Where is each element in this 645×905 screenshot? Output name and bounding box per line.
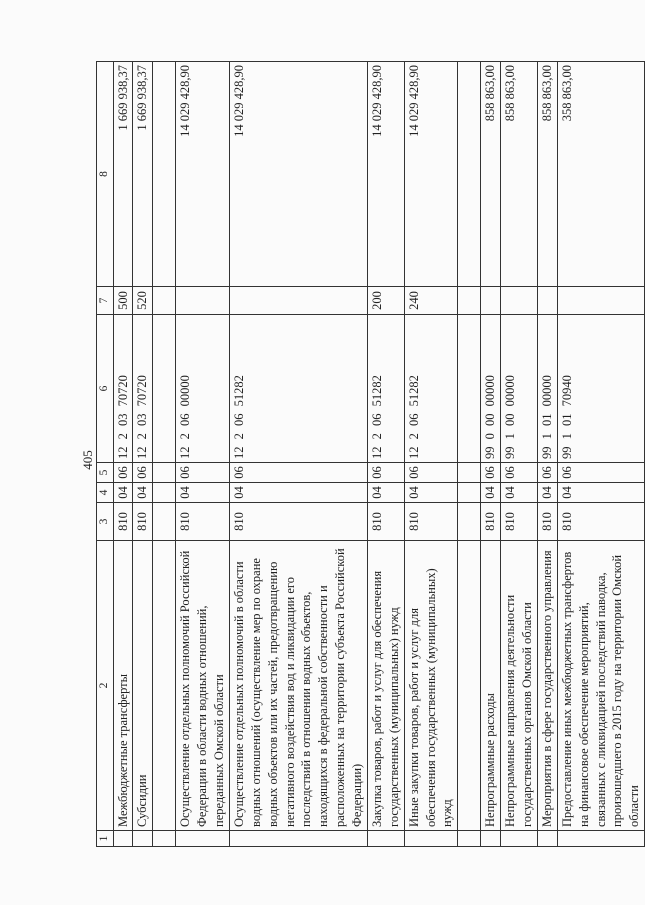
amount-cell: 858 863,00: [501, 62, 538, 287]
row-marker-cell: [229, 831, 367, 847]
amount-cell: 358 863,00: [557, 62, 644, 287]
header-cell: 2: [97, 541, 114, 831]
section-code-cell: 04: [537, 483, 557, 503]
amount-cell: 858 863,00: [481, 62, 501, 287]
empty-cell: [153, 463, 176, 483]
empty-cell: [153, 287, 176, 315]
table-row: [113, 62, 133, 847]
row-marker-cell: [113, 831, 133, 847]
table-row: [501, 62, 538, 847]
item-name-cell: Субсидии: [133, 541, 153, 831]
section-code-cell: 04: [481, 483, 501, 503]
row-marker-cell: [557, 831, 644, 847]
item-name-cell: Иные закупки товаров, работ и услуг для обеспечения государственных (муниципальных) нужд: [404, 541, 458, 831]
section-code-cell: 04: [229, 483, 367, 503]
subsection-code-cell: 06: [557, 463, 644, 483]
section-code-cell: 04: [176, 483, 230, 503]
expense-type-cell: 200: [367, 287, 404, 315]
amount-cell: 14 029 428,90: [229, 62, 367, 287]
item-name-cell: Непрограммные расходы: [481, 541, 501, 831]
table-row: [557, 62, 644, 847]
expense-type-cell: [501, 287, 538, 315]
table-row: [481, 62, 501, 847]
empty-cell: [153, 483, 176, 503]
page-number: 405: [79, 450, 95, 470]
subsection-code-cell: 06: [229, 463, 367, 483]
row-marker-cell: [367, 831, 404, 847]
expense-type-cell: 520: [133, 287, 153, 315]
row-marker-cell: [404, 831, 458, 847]
table-row: [367, 62, 404, 847]
expense-type-cell: [481, 287, 501, 315]
row-marker-cell: [501, 831, 538, 847]
target-article-cell: 12 2 06 00000: [176, 315, 230, 463]
empty-cell: [153, 541, 176, 831]
item-name-cell: Осуществление отдельных полномочий в области водных отношений (осуществление мер по охране водных объектов или их частей, предотвращению негативного воздействия вод и ликвидации его последствий в отношении водных объектов, находящихся в федеральной собственности и расположенных на территории субъекта Российской Федерации): [229, 541, 367, 831]
header-cell: 3: [97, 503, 114, 541]
expense-type-cell: [557, 287, 644, 315]
spacer-row: [458, 62, 481, 847]
target-article-cell: 12 2 06 51282: [367, 315, 404, 463]
amount-cell: 14 029 428,90: [367, 62, 404, 287]
spacer-row: [153, 62, 176, 847]
admin-code-cell: 810: [481, 503, 501, 541]
header-cell: 1: [97, 831, 114, 847]
expense-type-cell: 500: [113, 287, 133, 315]
expense-type-cell: [176, 287, 230, 315]
subsection-code-cell: 06: [537, 463, 557, 483]
admin-code-cell: 810: [133, 503, 153, 541]
empty-cell: [458, 541, 481, 831]
subsection-code-cell: 06: [481, 463, 501, 483]
item-name-cell: Мероприятия в сфере государственного управления: [537, 541, 557, 831]
amount-cell: 1 669 938,37: [113, 62, 133, 287]
empty-cell: [458, 463, 481, 483]
budget-table: [96, 61, 645, 847]
section-code-cell: 04: [133, 483, 153, 503]
empty-cell: [458, 62, 481, 287]
item-name-cell: Осуществление отдельных полномочий Российской Федерации в области водных отношений, переданных Омской области: [176, 541, 230, 831]
subsection-code-cell: 06: [367, 463, 404, 483]
expense-type-cell: [537, 287, 557, 315]
subsection-code-cell: 06: [501, 463, 538, 483]
section-code-cell: 04: [113, 483, 133, 503]
header-cell: 6: [97, 315, 114, 463]
empty-cell: [153, 62, 176, 287]
header-row: [97, 62, 114, 847]
admin-code-cell: 810: [557, 503, 644, 541]
admin-code-cell: 810: [229, 503, 367, 541]
budget-table-wrapper: [96, 62, 642, 847]
header-cell: 8: [97, 62, 114, 287]
admin-code-cell: 810: [404, 503, 458, 541]
target-article-cell: 99 1 01 70940: [557, 315, 644, 463]
row-marker-cell: [481, 831, 501, 847]
empty-cell: [153, 831, 176, 847]
expense-type-cell: 240: [404, 287, 458, 315]
target-article-cell: 12 2 03 70720: [133, 315, 153, 463]
empty-cell: [458, 483, 481, 503]
target-article-cell: 12 2 06 51282: [404, 315, 458, 463]
admin-code-cell: 810: [537, 503, 557, 541]
section-code-cell: 04: [557, 483, 644, 503]
row-marker-cell: [537, 831, 557, 847]
header-cell: 7: [97, 287, 114, 315]
target-article-cell: 12 2 06 51282: [229, 315, 367, 463]
expense-type-cell: [229, 287, 367, 315]
table-row: [176, 62, 230, 847]
section-code-cell: 04: [404, 483, 458, 503]
section-code-cell: 04: [367, 483, 404, 503]
empty-cell: [153, 315, 176, 463]
row-marker-cell: [176, 831, 230, 847]
empty-cell: [458, 503, 481, 541]
rotated-sheet: [96, 62, 642, 847]
admin-code-cell: 810: [113, 503, 133, 541]
table-row: [404, 62, 458, 847]
empty-cell: [458, 287, 481, 315]
target-article-cell: 99 1 01 00000: [537, 315, 557, 463]
target-article-cell: 12 2 03 70720: [113, 315, 133, 463]
header-cell: 5: [97, 463, 114, 483]
subsection-code-cell: 06: [133, 463, 153, 483]
item-name-cell: Закупка товаров, работ и услуг для обеспечения государственных (муниципальных) нужд: [367, 541, 404, 831]
admin-code-cell: 810: [501, 503, 538, 541]
item-name-cell: Непрограммные направления деятельности государственных органов Омской области: [501, 541, 538, 831]
amount-cell: 14 029 428,90: [404, 62, 458, 287]
amount-cell: 858 863,00: [537, 62, 557, 287]
admin-code-cell: 810: [176, 503, 230, 541]
admin-code-cell: 810: [367, 503, 404, 541]
empty-cell: [458, 831, 481, 847]
table-row: [229, 62, 367, 847]
amount-cell: 1 669 938,37: [133, 62, 153, 287]
section-code-cell: 04: [501, 483, 538, 503]
table-row: [133, 62, 153, 847]
target-article-cell: 99 1 00 00000: [501, 315, 538, 463]
item-name-cell: Предоставление иных межбюджетных трансфертов на финансовое обеспечение мероприятий, связанных с ликвидацией последствий паводка, произошедшего в 2015 году на территории Омской области: [557, 541, 644, 831]
subsection-code-cell: 06: [404, 463, 458, 483]
table-row: [537, 62, 557, 847]
header-cell: 4: [97, 483, 114, 503]
empty-cell: [153, 503, 176, 541]
empty-cell: [458, 315, 481, 463]
amount-cell: 14 029 428,90: [176, 62, 230, 287]
target-article-cell: 99 0 00 00000: [481, 315, 501, 463]
subsection-code-cell: 06: [113, 463, 133, 483]
row-marker-cell: [133, 831, 153, 847]
subsection-code-cell: 06: [176, 463, 230, 483]
item-name-cell: Межбюджетные трансферты: [113, 541, 133, 831]
